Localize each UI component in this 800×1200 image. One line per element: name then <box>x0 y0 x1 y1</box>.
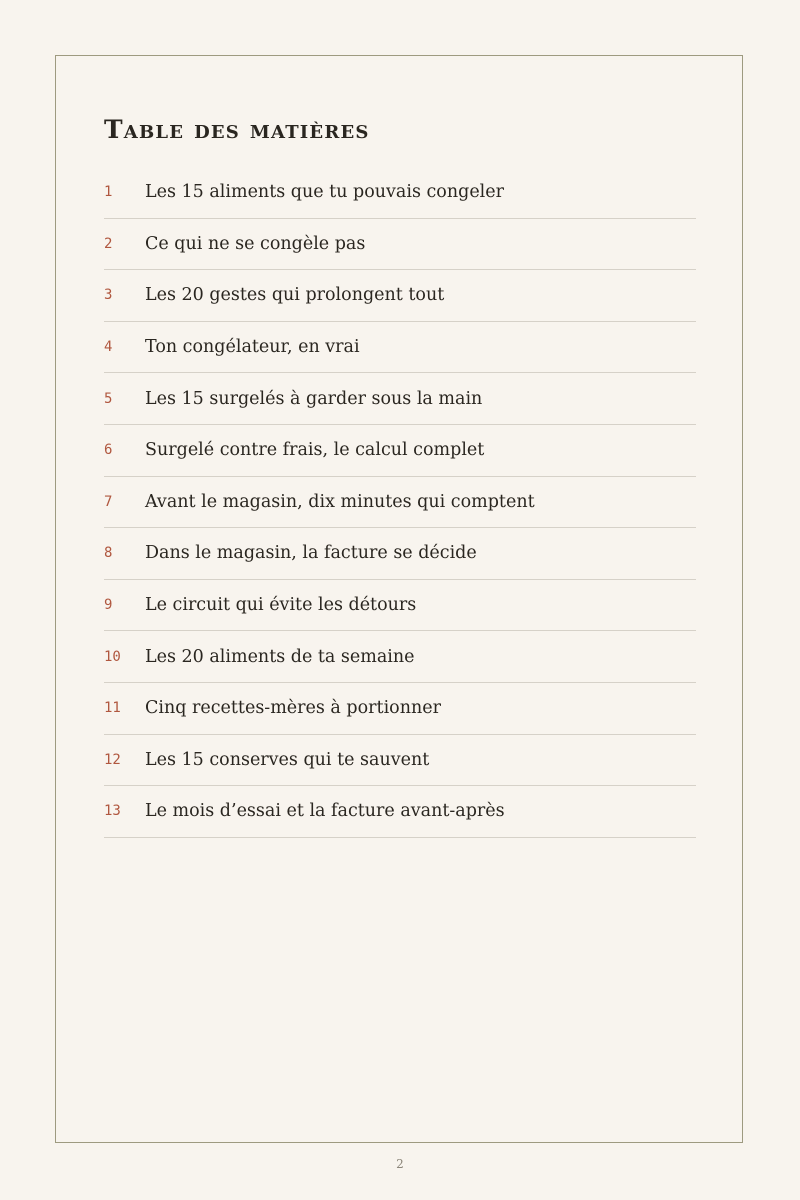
chapter-title: Les 15 aliments que tu pouvais congeler <box>145 182 504 203</box>
chapter-title: Ce qui ne se congèle pas <box>145 233 366 254</box>
chapter-title: Les 20 aliments de ta semaine <box>145 646 415 667</box>
chapter-title: Dans le magasin, la facture se décide <box>145 543 477 564</box>
chapter-title: Surgelé contre frais, le calcul complet <box>145 440 485 461</box>
chapter-number: 2 <box>104 235 113 252</box>
toc-list <box>104 167 696 838</box>
chapter-title: Le mois d’essai et la facture avant-après <box>145 801 505 822</box>
chapter-number: 1 <box>104 184 113 201</box>
chapter-number: 9 <box>104 597 113 614</box>
chapter-title: Les 20 gestes qui prolongent tout <box>145 285 445 306</box>
toc-entry[interactable] <box>104 786 696 838</box>
chapter-number: 7 <box>104 493 113 510</box>
chapter-number: 3 <box>104 287 113 304</box>
chapter-title: Le circuit qui évite les détours <box>145 595 417 616</box>
page-number: 2 <box>396 1157 404 1171</box>
toc-entry[interactable] <box>104 528 696 580</box>
chapter-number: 4 <box>104 339 113 356</box>
chapter-number: 12 <box>104 751 121 768</box>
chapter-title: Ton congélateur, en vrai <box>145 337 360 358</box>
toc-entry[interactable] <box>104 477 696 529</box>
toc-entry[interactable] <box>104 683 696 735</box>
chapter-number: 13 <box>104 803 121 820</box>
chapter-title: Les 15 conserves qui te sauvent <box>145 749 430 770</box>
chapter-title: Cinq recettes-mères à portionner <box>145 698 441 719</box>
chapter-number: 11 <box>104 700 121 717</box>
toc-entry[interactable] <box>104 373 696 425</box>
toc-entry[interactable] <box>104 580 696 632</box>
toc-entry[interactable] <box>104 631 696 683</box>
toc-entry[interactable] <box>104 219 696 271</box>
toc-entry[interactable] <box>104 425 696 477</box>
toc-entry[interactable] <box>104 322 696 374</box>
chapter-number: 10 <box>104 648 121 665</box>
chapter-title: Avant le magasin, dix minutes qui comptent <box>145 491 535 512</box>
toc-entry[interactable] <box>104 735 696 787</box>
chapter-number: 6 <box>104 442 113 459</box>
toc-entry[interactable] <box>104 167 696 219</box>
toc-entry[interactable] <box>104 270 696 322</box>
chapter-number: 5 <box>104 390 113 407</box>
chapter-title: Les 15 surgelés à garder sous la main <box>145 388 483 409</box>
page-title: Table des matières <box>104 115 370 144</box>
chapter-number: 8 <box>104 545 113 562</box>
